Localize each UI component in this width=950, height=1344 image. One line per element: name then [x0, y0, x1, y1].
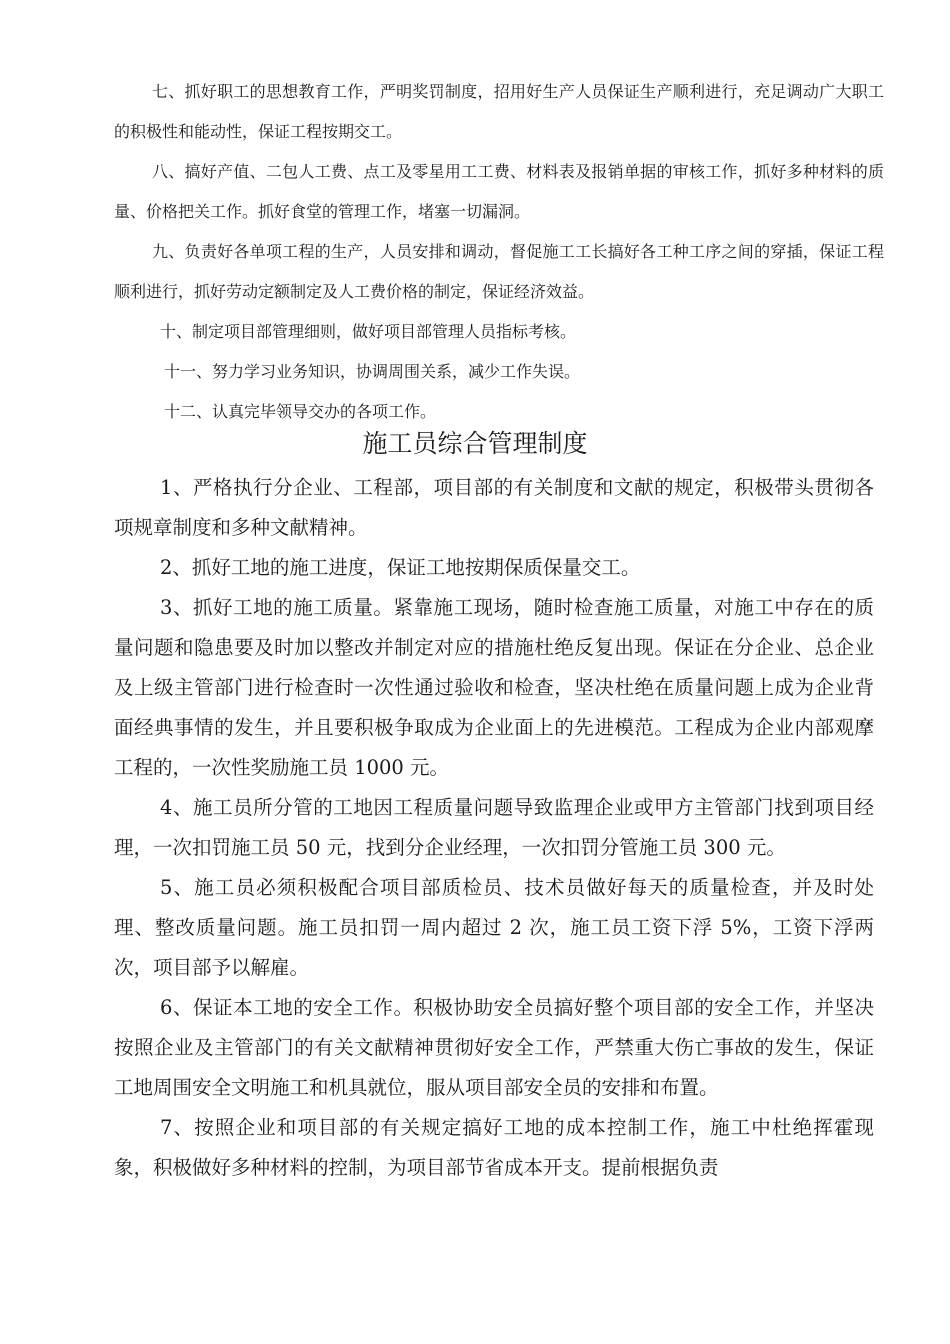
duty-item-12: 十二、认真完毕领导交办的各项工作。: [164, 402, 437, 421]
section-title: 施工员综合管理制度: [362, 429, 588, 458]
duty-item-8: 八、搞好产值、二包人工费、点工及零星用工工费、材料表及报销单据的审核工作，抓好多种材料的质量、价格把关工作。抓好食堂的管理工作，堵塞一切漏洞。: [114, 162, 884, 221]
rule-item-1: 1、严格执行分企业、工程部，项目部的有关制度和文献的规定，积极带头贯彻各项规章制度和多种文献精神。: [114, 476, 874, 539]
rule-item-5: 5、施工员必须积极配合项目部质检员、技术员做好每天的质量检查，并及时处理、整改质量问题。施工员扣罚一周内超过 2 次，施工员工资下浮 5%，工资下浮两次，项目部予以解雇。: [114, 876, 874, 979]
rule-item-2: 2、抓好工地的施工进度，保证工地按期保质保量交工。: [160, 556, 641, 579]
rule-item-3: 3、抓好工地的施工质量。紧靠施工现场，随时检查施工质量，对施工中存在的质量问题和隐患要及时加以整改并制定对应的措施杜绝反复出现。保证在分企业、总企业及上级主管部门进行检查时一次性通过验收和检查，坚决杜绝在质量问题上成为企业背面经典事情的发生，并且要积极争取成为企业面上的先进模范。工程成为企业内部观摩工程的，一次性奖励施工员 1000 元。: [114, 596, 874, 779]
duty-item-11: 十一、努力学习业务知识，协调周围关系，减少工作失误。: [164, 362, 581, 381]
duties-list: [114, 72, 884, 432]
rule-item-7: 7、按照企业和项目部的有关规定搞好工地的成本控制工作，施工中杜绝挥霍现象，积极做好多种材料的控制，为项目部节省成本开支。提前根据负责: [114, 1116, 874, 1179]
rule-item-6: 6、保证本工地的安全工作。积极协助安全员搞好整个项目部的安全工作，并坚决按照企业及主管部门的有关文献精神贯彻好安全工作，严禁重大伤亡事故的发生，保证工地周围安全文明施工和机具就位，服从项目部安全员的安排和布置。: [114, 996, 874, 1099]
duty-item-10: 十、制定项目部管理细则，做好项目部管理人员指标考核。: [160, 322, 577, 341]
duty-item-9: 九、负责好各单项工程的生产，人员安排和调动，督促施工工长搞好各工种工序之间的穿插，保证工程顺利进行，抓好劳动定额制定及人工费价格的制定，保证经济效益。: [114, 242, 884, 301]
rules-list: [114, 468, 874, 1188]
duty-item-7: 七、抓好职工的思想教育工作，严明奖罚制度，招用好生产人员保证生产顺利进行，充足调动广大职工的积极性和能动性，保证工程按期交工。: [114, 82, 884, 141]
rule-item-4: 4、施工员所分管的工地因工程质量问题导致监理企业或甲方主管部门找到项目经理，一次扣罚施工员 50 元，找到分企业经理，一次扣罚分管施工员 300 元。: [114, 796, 874, 859]
